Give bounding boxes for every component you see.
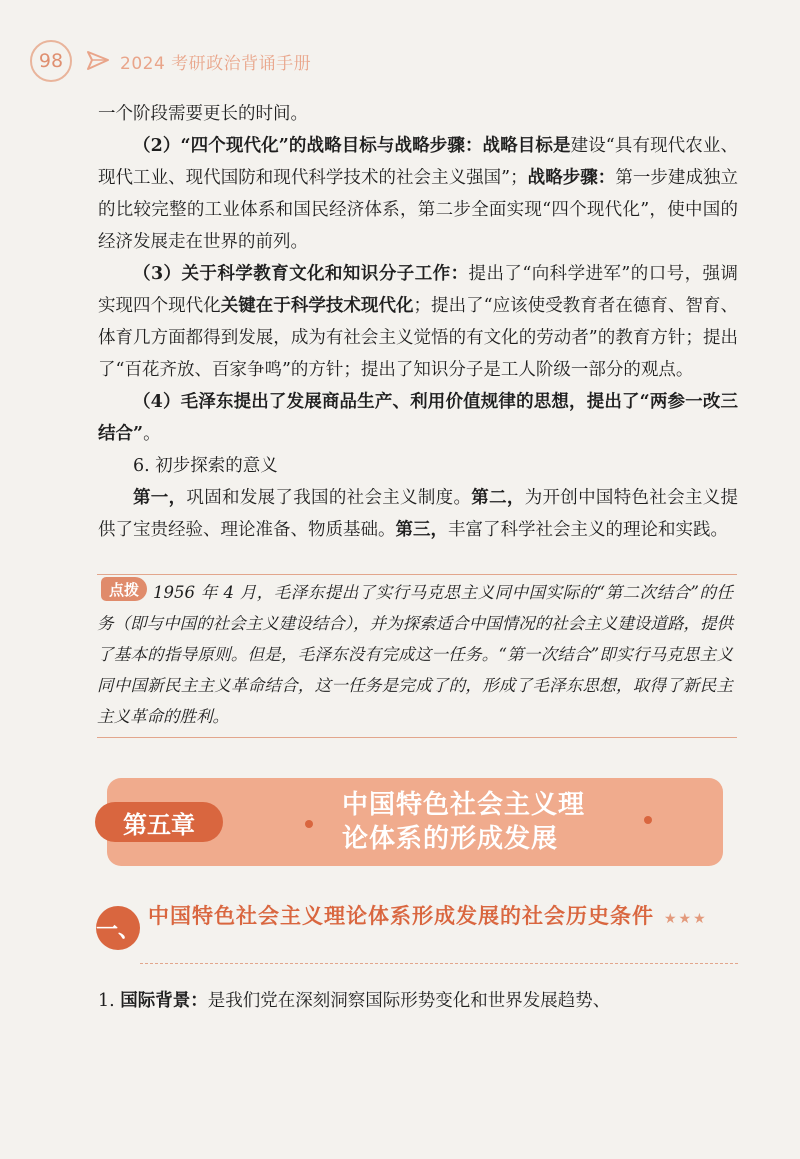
chapter-title-line: 论体系的形成发展 — [342, 824, 559, 854]
chapter-banner — [107, 778, 723, 866]
text: 建设“具有现代农业、现代工业、现代国防和现代科学技术的社会主义强国”； — [98, 136, 739, 188]
chapter-title-line: 中国特色社会主义理 — [342, 790, 586, 820]
text: 提出了“向科学进军”的口号，强调实现四个现代化 — [98, 264, 738, 316]
paragraph-four-modernizations — [98, 130, 738, 258]
bold-text: （3）关于科学教育文化和知识分子工作： — [133, 264, 469, 284]
book-title: 2024 考研政治背诵手册 — [120, 53, 312, 74]
bold-text: （4）毛泽东提出了发展商品生产、利用价值规律的思想，提出了“两参一改三结合” — [98, 392, 738, 444]
page-number: 98 — [30, 40, 72, 82]
bold-text: 第三， — [395, 520, 448, 540]
tip-badge: 点拨 — [101, 577, 147, 601]
bold-text: 第二， — [471, 488, 525, 508]
bold-text: 关键在于科学技术现代化 — [220, 296, 414, 316]
importance-stars: ★★★ — [664, 911, 708, 927]
chapter-number: 第五章 — [95, 802, 223, 842]
paper-plane-icon — [86, 49, 110, 73]
paragraph-commodity-production — [98, 386, 738, 450]
paragraph-continued: 一个阶段需要更长的时间。 — [98, 104, 308, 124]
section-divider — [140, 963, 738, 964]
section-number-badge: 一、 — [96, 906, 140, 950]
text: 1. — [98, 991, 121, 1011]
text: 是我们党在深刻洞察国际形势变化和世界发展趋势、 — [207, 991, 611, 1011]
bold-text: 战略步骤： — [527, 168, 616, 188]
text: 第一步建成独立的比较完整的工业体系和国民经济体系，第二步全面实现“四个现代化”，使中国的经济发展走在世界的前列。 — [98, 168, 739, 252]
text: 巩固和发展了我国的社会主义制度。 — [186, 488, 472, 508]
decorative-dot — [305, 820, 313, 828]
heading-significance: 6. 初步探索的意义 — [133, 456, 278, 476]
tip-box — [97, 574, 737, 738]
text: 。 — [143, 424, 161, 444]
text: 为开创中国特色社会主义提供了宝贵经验、理论准备、物质基础。 — [98, 488, 739, 540]
body-text — [98, 98, 738, 546]
paragraph-science-education — [98, 258, 738, 386]
paragraph-significance — [98, 482, 738, 546]
bold-text: 国际背景： — [120, 991, 208, 1011]
text: 丰富了科学社会主义的理论和实践。 — [448, 520, 728, 540]
bold-text: 第一， — [133, 488, 187, 508]
section-title — [148, 902, 740, 934]
section-title-text: 中国特色社会主义理论体系形成发展的社会历史条件 — [148, 904, 654, 928]
bold-text: （2）“四个现代化”的战略目标与战略步骤：战略目标是 — [133, 136, 571, 156]
page-header — [30, 40, 311, 82]
decorative-dot — [644, 816, 652, 824]
chapter-title — [342, 788, 585, 856]
tip-text: 1956 年 4 月，毛泽东提出了实行马克思主义同中国实际的“第二次结合”的任务（即与中国的社会主义建设结合），并为探索适合中国情况的社会主义建设道路，提供了基本的指导原则。但是，毛泽东没有完成这一任务。“第一次结合”即实行马克思主义同中国新民主主义革命结合，这一任务是完成了的，形成了毛泽东思想，取得了新民主主义革命的胜利。 — [97, 583, 733, 726]
paragraph-international-background — [98, 985, 738, 1017]
text: ；提出了“应该使受教育者在德育、智育、体育几方面都得到发展，成为有社会主义觉悟的有文化的劳动者”的教育方针；提出了“百花齐放、百家争鸣”的方针；提出了知识分子是工人阶级一部分的观点。 — [98, 296, 739, 380]
